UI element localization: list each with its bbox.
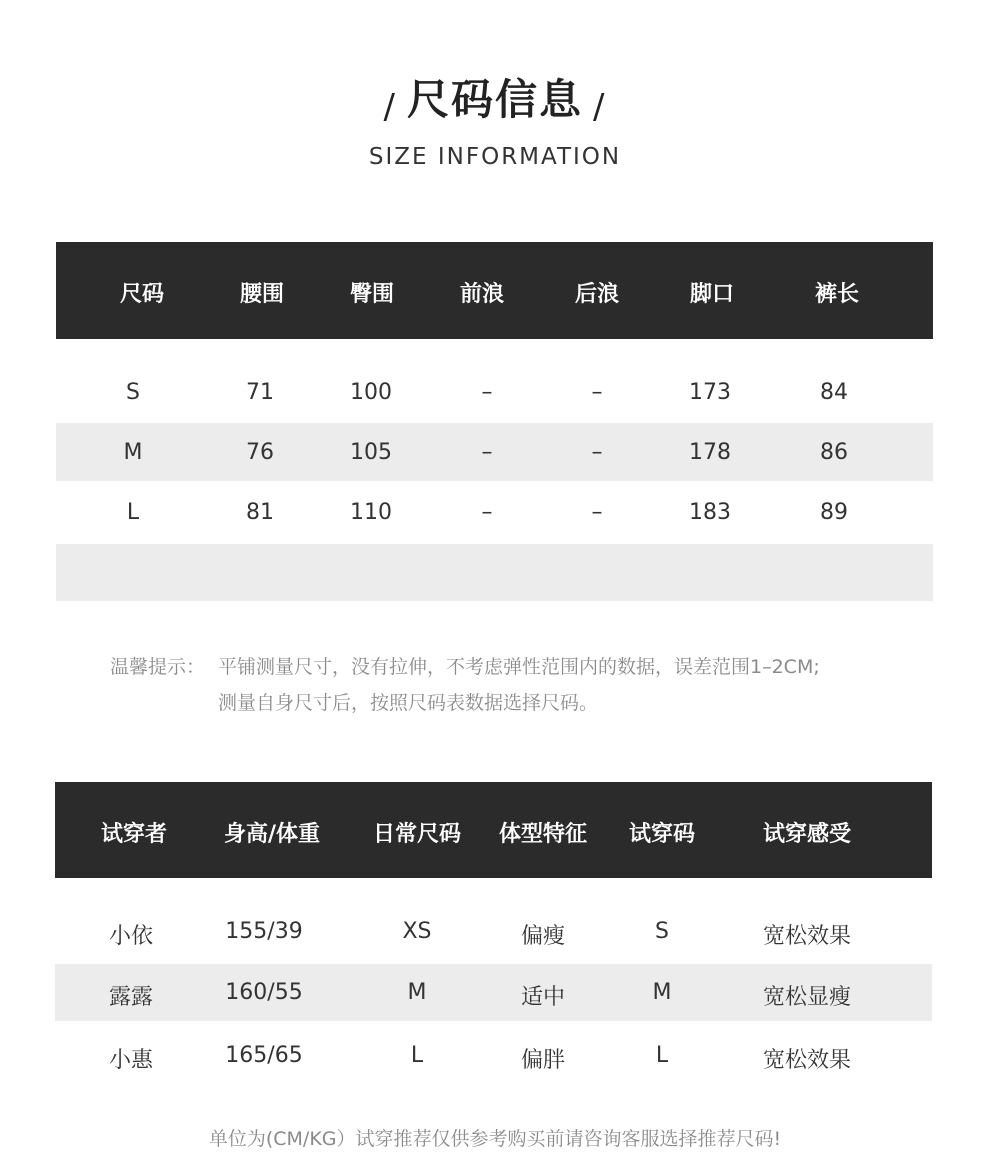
table-row (55, 1021, 932, 1083)
table-cell: 适中 (520, 985, 566, 1010)
table-cell: 宽松效果 (762, 924, 852, 949)
header-cell-front-rise: 前浪 (459, 282, 505, 307)
table-cell: 偏瘦 (520, 924, 566, 949)
fit-table (55, 782, 932, 1092)
table-cell: – (481, 500, 493, 525)
header-cell-height-weight: 身高/体重 (223, 822, 321, 847)
table-cell: 偏胖 (520, 1048, 566, 1073)
table-cell: 81 (246, 500, 274, 525)
footer-note: 单位为(CM/KG）试穿推荐仅供参考购买前请咨询客服选择推荐尺码! (208, 1128, 782, 1150)
tip-line-2: 测量自身尺寸后，按照尺码表数据选择尺码。 (218, 692, 599, 714)
table-cell: L (126, 500, 140, 525)
table-cell: M (652, 980, 672, 1005)
table-cell: 宽松显瘦 (762, 985, 852, 1010)
table-row (56, 365, 933, 423)
table-cell: 105 (350, 440, 392, 465)
header-cell-length: 裤长 (814, 282, 860, 307)
table-row-empty (56, 544, 933, 601)
table-cell: 71 (246, 380, 274, 405)
table-cell: 露露 (108, 985, 154, 1010)
table-cell: 160/55 (225, 980, 303, 1005)
table-row (55, 902, 932, 964)
header-cell-hip: 臀围 (349, 282, 395, 307)
table-cell: – (481, 440, 493, 465)
title-slash-left: / (383, 87, 397, 127)
header-cell-leg-opening: 脚口 (689, 282, 735, 307)
page-subtitle: SIZE INFORMATION (368, 144, 622, 170)
table-cell: – (591, 380, 603, 405)
size-table (56, 242, 933, 602)
table-cell: 178 (689, 440, 731, 465)
table-cell: – (591, 500, 603, 525)
page-title (0, 70, 990, 133)
table-cell: M (407, 980, 427, 1005)
header-cell-feeling: 试穿感受 (762, 822, 852, 847)
tip-line-1: 平铺测量尺寸，没有拉伸，不考虑弹性范围内的数据，误差范围1–2CM; (218, 656, 820, 678)
table-cell: 183 (689, 500, 731, 525)
table-cell: M (123, 440, 143, 465)
table-cell: L (655, 1043, 669, 1068)
table-cell: 86 (820, 440, 848, 465)
header-cell-back-rise: 后浪 (574, 282, 620, 307)
table-cell: 宽松效果 (762, 1048, 852, 1073)
title-text: 尺码信息 (406, 75, 583, 124)
title-block (0, 70, 990, 170)
table-cell: 84 (820, 380, 848, 405)
table-cell: 小惠 (108, 1048, 154, 1073)
table-cell: 110 (350, 500, 392, 525)
table-cell: – (591, 440, 603, 465)
tip-label: 温馨提示： (110, 656, 206, 678)
header-cell-usual-size: 日常尺码 (372, 822, 462, 847)
header-cell-waist: 腰围 (239, 282, 285, 307)
header-cell-size: 尺码 (119, 282, 165, 307)
table-cell: 76 (246, 440, 274, 465)
table-cell: S (126, 380, 140, 405)
table-row (55, 964, 932, 1021)
header-cell-tester: 试穿者 (100, 822, 168, 847)
table-row (56, 423, 933, 481)
table-cell: XS (402, 919, 432, 944)
header-cell-tried-size: 试穿码 (628, 822, 696, 847)
fit-table-header (55, 782, 932, 878)
header-cell-body-type: 体型特征 (498, 822, 588, 847)
table-cell: 100 (350, 380, 392, 405)
table-cell: 173 (689, 380, 731, 405)
table-row (56, 481, 933, 543)
table-cell: 89 (820, 500, 848, 525)
table-cell: 小依 (108, 924, 154, 949)
title-slash-right: / (593, 87, 607, 127)
table-cell: L (410, 1043, 424, 1068)
size-table-header (56, 242, 933, 339)
table-cell: 165/65 (225, 1043, 303, 1068)
table-cell: 155/39 (225, 919, 303, 944)
table-cell: S (655, 919, 669, 944)
table-cell: – (481, 380, 493, 405)
